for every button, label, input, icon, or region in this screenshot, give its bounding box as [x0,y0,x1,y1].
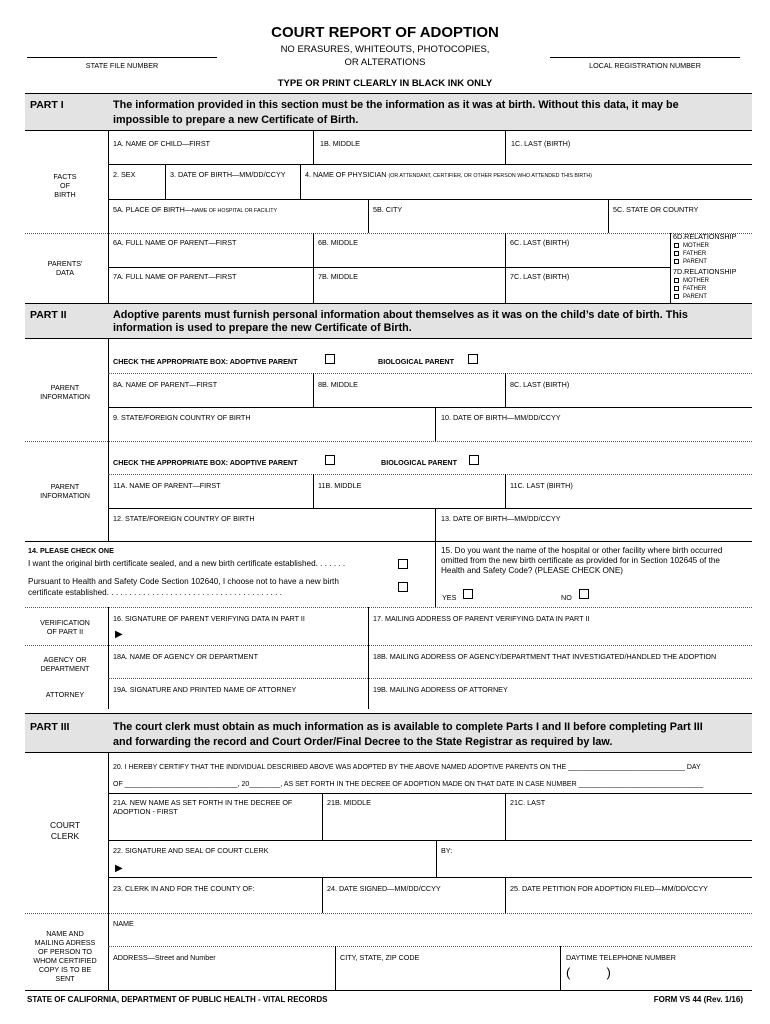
attorney-label: ATTORNEY [45,690,85,699]
field-14-option-2a: Pursuant to Health and Safety Code Section 102640, I choose not to have a new birth [28,577,339,586]
field-10-date-of-birth[interactable]: 10. DATE OF BIRTH—MM/DD/CCYY [441,413,561,422]
field-6c-last[interactable]: 6C. LAST (BIRTH) [510,238,570,247]
parents-label-line: PARENTS' [47,259,83,268]
form-title: COURT REPORT OF ADOPTION [271,24,499,41]
field-7a-parent-first[interactable]: 7A. FULL NAME OF PARENT—FIRST [113,272,237,281]
q-line: omitted from the new birth certificate as provided for in Section 102645 of the [441,556,720,565]
field-4-label: 4. NAME OF PHYSICIAN [305,170,387,179]
part3-text-1: The court clerk must obtain as much information as is available to complete Parts I and II before completing Part III [113,721,703,733]
field-7c-last[interactable]: 7C. LAST (BIRTH) [510,272,570,281]
field-23-county[interactable]: 23. CLERK IN AND FOR THE COUNTY OF: [113,884,255,893]
field-18a-agency-name[interactable]: 18A. NAME OF AGENCY OR DEPARTMENT [113,652,258,661]
field-recipient-phone[interactable]: DAYTIME TELEPHONE NUMBER [566,953,676,962]
ink-instruction: TYPE OR PRINT CLEARLY IN BLACK INK ONLY [277,78,493,89]
field-recipient-address[interactable]: ADDRESS—Street and Number [113,953,216,962]
q-line: 15. Do you want the name of the hospital or other facility where birth occurred [441,546,723,555]
field-13-date-of-birth[interactable]: 13. DATE OF BIRTH—MM/DD/CCYY [441,514,561,523]
label-line: OF PERSON TO [37,947,93,956]
mailing-recipient-label [25,929,105,983]
field-1c-last[interactable]: 1C. LAST (BIRTH) [511,139,571,148]
checkbox-icon[interactable] [674,243,679,248]
relationship-7d-options[interactable] [674,277,709,301]
verification-label [25,618,105,636]
option-label: FATHER [683,286,707,292]
field-21a-new-name-first[interactable] [113,798,292,816]
label-line: MAILING ADRESS [34,938,96,947]
part1-text-1: The information provided in this section must be the information as it was at birth. Without this data, it may be [113,99,679,111]
field-4-note: (OR ATTENDANT, CERTIFIER, OR OTHER PERSON WHO ATTENDED THIS BIRTH) [388,173,592,179]
form-subtitle-2: OR ALTERATIONS [344,57,426,68]
biological-parent-1: BIOLOGICAL PARENT [378,357,455,366]
facts-of-birth-label [25,172,105,199]
label-line: NAME AND [46,929,84,938]
checkbox-icon[interactable] [674,286,679,291]
field-recipient-name[interactable]: NAME [113,919,134,928]
label-line: INFORMATION [40,392,90,401]
court-clerk-label [25,820,105,842]
option-label: PARENT [683,294,707,300]
field-14-option-1: I want the original birth certificate sealed, and a new birth certificate established. . . . . . . [28,559,346,568]
option-father[interactable] [674,285,709,293]
field-14-title: 14. PLEASE CHECK ONE [28,546,114,555]
relationship-6d-options[interactable] [674,242,709,266]
part2-text-2: information is used to prepare the new Certificate of Birth. [113,322,412,334]
field-4-physician[interactable] [305,170,592,181]
local-registration-number-label: LOCAL REGISTRATION NUMBER [589,61,701,70]
arrow-icon: ▶ [115,629,123,640]
yes-checkbox[interactable] [463,589,473,599]
part1-text-2: impossible to prepare a new Certificate of Birth. [113,114,359,126]
field-24-date-signed[interactable]: 24. DATE SIGNED—MM/DD/CCYY [327,884,441,893]
adoptive-parent-checkbox-2[interactable] [325,455,335,465]
option-label: PARENT [683,259,707,265]
field-line: ADOPTION - FIRST [113,807,178,816]
label-line: AGENCY OR [43,655,87,664]
field-19b-attorney-address[interactable]: 19B. MAILING ADDRESS OF ATTORNEY [373,685,508,694]
parent-information-label-1 [25,383,105,401]
field-14-checkbox-1[interactable] [398,559,408,569]
option-parent[interactable] [674,258,709,266]
field-1a-child-first[interactable]: 1A. NAME OF CHILD—FIRST [113,139,211,148]
footer-form-number: FORM VS 44 (Rev. 1/16) [653,995,743,1004]
field-8a-parent-first[interactable]: 8A. NAME OF PARENT—FIRST [113,380,218,389]
field-2-sex[interactable]: 2. SEX [113,170,136,179]
field-21c-last[interactable]: 21C. LAST [510,798,546,807]
checkbox-icon[interactable] [674,259,679,264]
field-8c-last[interactable]: 8C. LAST (BIRTH) [510,380,570,389]
biological-parent-checkbox-1[interactable] [468,354,478,364]
field-17-mailing-address[interactable]: 17. MAILING ADDRESS OF PARENT VERIFYING DATA IN PART II [373,614,590,623]
facts-label-line: OF [60,181,70,190]
checkbox-icon[interactable] [674,294,679,299]
option-label: MOTHER [683,278,709,284]
part3-label: PART III [30,721,70,733]
adoptive-parent-checkbox-1[interactable] [325,354,335,364]
option-father[interactable] [674,250,709,258]
field-1b-middle[interactable]: 1B. MIDDLE [320,139,360,148]
field-16-signature[interactable]: 16. SIGNATURE OF PARENT VERIFYING DATA IN PART II [113,614,305,623]
field-20-line-2[interactable]: OF _____________________________, 20________, AS SET FORTH IN THE DECREE OF ADOPTION MADE ON THAT DATE IN CASE NUMBER ________________________________ [113,781,704,788]
check-adoptive-parent-1: CHECK THE APPROPRIATE BOX: ADOPTIVE PARENT [113,357,298,366]
field-19a-attorney-signature[interactable]: 19A. SIGNATURE AND PRINTED NAME OF ATTORNEY [113,685,297,694]
parents-label-line: DATA [55,268,75,277]
field-14-option-2b: certificate established. . . . . . . . . . . . . . . . . . . . . . . . . . . . . . . . . . . . . . . [28,588,282,597]
field-7d-relationship: 7D.RELATIONSHIP [673,267,737,276]
field-14-checkbox-2[interactable] [398,582,408,592]
label-line: WHOM CERTIFIED [33,956,97,965]
label-line: OF PART II [46,627,84,636]
label-line: DEPARTMENT [40,664,90,673]
field-6d-relationship: 6D.RELATIONSHIP [673,232,737,241]
biological-parent-checkbox-2[interactable] [469,455,479,465]
arrow-icon: ▶ [115,863,123,874]
field-20-line-1[interactable]: 20. I HEREBY CERTIFY THAT THE INDIVIDUAL DESCRIBED ABOVE WAS ADOPTED BY THE ABOVE NAMED ADOPTIVE PARENTS ON THE ______________________________ DAY [113,764,701,771]
form-subtitle-1: NO ERASURES, WHITEOUTS, PHOTOCOPIES, [280,44,490,55]
field-22-clerk-signature[interactable]: 22. SIGNATURE AND SEAL OF COURT CLERK [113,846,269,855]
field-11c-last[interactable]: 11C. LAST (BIRTH) [510,481,573,490]
facts-label-line: FACTS [53,172,77,181]
field-8b-middle[interactable]: 8B. MIDDLE [318,380,358,389]
field-18b-agency-address[interactable]: 18B. MAILING ADDRESS OF AGENCY/DEPARTMENT THAT INVESTIGATED/HANDLED THE ADOPTION [373,652,717,661]
footer-department: STATE OF CALIFORNIA, DEPARTMENT OF PUBLIC HEALTH - VITAL RECORDS [27,995,328,1004]
label-line: PARENT [50,482,80,491]
field-6a-parent-first[interactable]: 6A. FULL NAME OF PARENT—FIRST [113,238,237,247]
field-15-question [441,546,722,576]
facts-label-line: BIRTH [54,190,76,199]
field-5a-note: NAME OF HOSPITAL OR FACILITY [191,208,278,214]
option-mother[interactable] [674,242,709,250]
label-line: CLERK [50,831,80,841]
part2-label: PART II [30,309,67,321]
option-mother[interactable] [674,277,709,285]
check-adoptive-parent-2: CHECK THE APPROPRIATE BOX: ADOPTIVE PARENT [113,458,298,467]
field-3-date-of-birth[interactable]: 3. DATE OF BIRTH—MM/DD/CCYY [170,170,286,179]
biological-parent-2: BIOLOGICAL PARENT [381,458,458,467]
field-11a-parent-first[interactable]: 11A. NAME OF PARENT—FIRST [113,481,221,490]
field-line: 21A. NEW NAME AS SET FORTH IN THE DECREE OF [113,798,293,807]
option-label: MOTHER [683,243,709,249]
part3-text-2: and forwarding the record and Court Order/Final Decree to the State Registrar as required by law. [113,736,613,748]
field-21b-middle[interactable]: 21B. MIDDLE [327,798,371,807]
field-by[interactable]: BY: [441,846,453,855]
field-9-state-country-birth[interactable]: 9. STATE/FOREIGN COUNTRY OF BIRTH [113,413,251,422]
field-recipient-city[interactable]: CITY, STATE, ZIP CODE [340,953,420,962]
checkbox-icon[interactable] [674,251,679,256]
agency-label [25,655,105,673]
state-file-number-label: STATE FILE NUMBER [85,61,159,70]
part1-label: PART I [30,99,64,111]
parents-data-label [25,259,105,277]
label-line: SENT [55,974,75,983]
field-5a-place-of-birth[interactable] [113,205,277,216]
label-line: COPY IS TO BE [38,965,92,974]
field-5b-city[interactable]: 5B. CITY [373,205,403,214]
label-line: INFORMATION [40,491,90,500]
yes-label: YES [442,593,457,602]
label-line: VERIFICATION [40,618,90,627]
q-line: Health and Safety Code? (PLEASE CHECK ONE) [441,566,624,575]
no-checkbox[interactable] [579,589,589,599]
option-label: FATHER [683,251,707,257]
no-label: NO [561,593,572,602]
checkbox-icon[interactable] [674,278,679,283]
phone-area-code[interactable]: ( ) [566,965,611,980]
field-5c-state-country[interactable]: 5C. STATE OR COUNTRY [613,205,699,214]
parent-information-label-2 [25,482,105,500]
field-12-state-country-birth[interactable]: 12. STATE/FOREIGN COUNTRY OF BIRTH [113,514,255,523]
field-25-petition-date[interactable]: 25. DATE PETITION FOR ADOPTION FILED—MM/DD/CCYY [510,884,708,893]
label-line: PARENT [50,383,80,392]
field-6b-middle[interactable]: 6B. MIDDLE [318,238,358,247]
field-7b-middle[interactable]: 7B. MIDDLE [318,272,358,281]
field-5a-label: 5A. PLACE OF BIRTH— [113,205,192,214]
field-11b-middle[interactable]: 11B. MIDDLE [318,481,362,490]
label-line: COURT [49,820,81,830]
part2-text-1: Adoptive parents must furnish personal information about themselves as it was on the child’s date of birth. This [113,309,688,321]
option-parent[interactable] [674,293,709,301]
